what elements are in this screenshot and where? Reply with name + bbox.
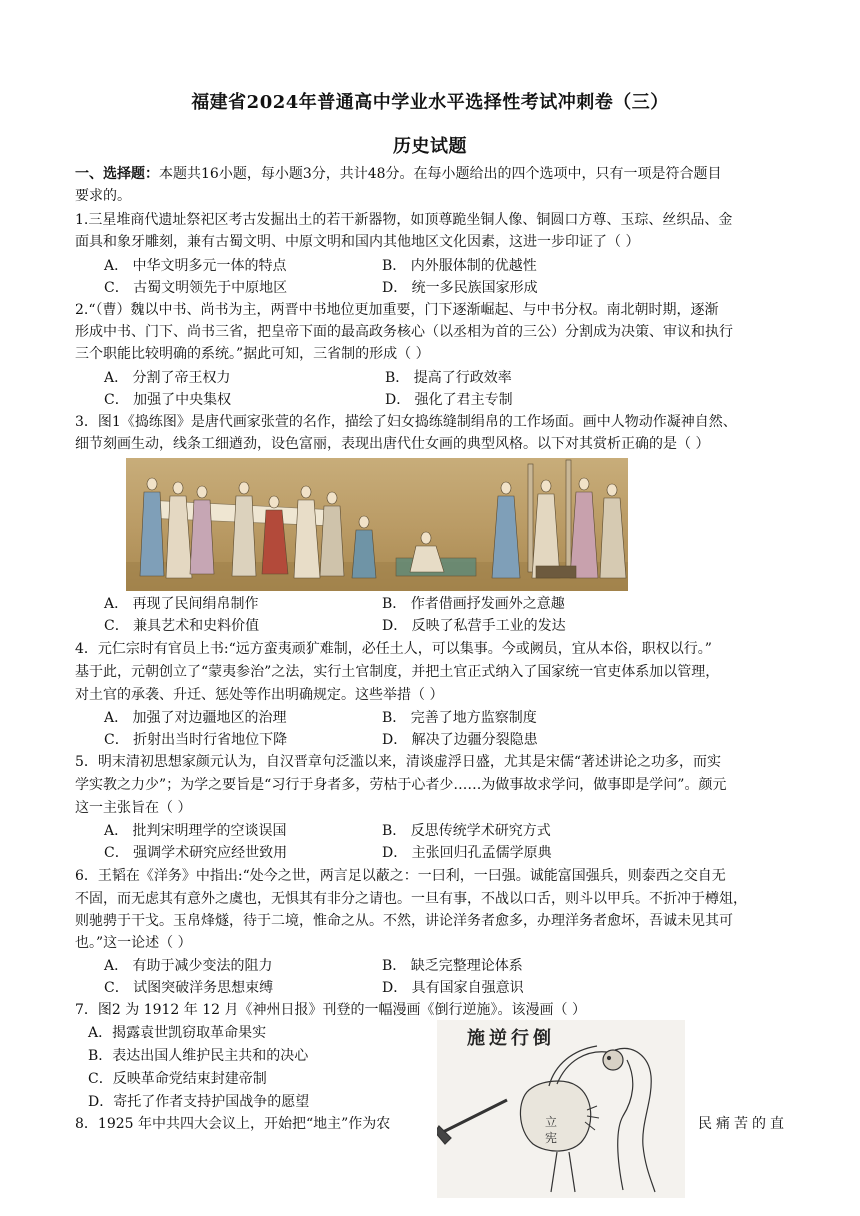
q3-option-d: D． 反映了私营手工业的发达 xyxy=(382,618,566,634)
q7-stem-line1: 7．图2 为 1912 年 12 月《神州日报》刊登的一幅漫画《倒行逆施》。该漫画（ ） xyxy=(75,1002,586,1018)
exam-title: 福建省2024年普通高中学业水平选择性考试冲刺卷（三） xyxy=(191,92,669,113)
q4-option-c: C． 折射出当时行省地位下降 xyxy=(104,732,288,748)
q7-option-c: C．反映革命党结束封建帝制 xyxy=(88,1071,267,1087)
q2-option-c: C． 加强了中央集权 xyxy=(104,392,232,408)
q3-stem-line2: 细节刻画生动，线条工细遒劲，设色富丽，表现出唐代仕女画的典型风格。以下对其赏析正确的是（ ） xyxy=(75,436,710,452)
cartoon-caption: 施逆行倒 xyxy=(467,1028,555,1049)
q7-option-b: B．表达出国人维护民主共和的决心 xyxy=(88,1048,309,1064)
q3-stem-line1: 3．图1《捣练图》是唐代画家张萱的名作，描绘了妇女捣练缝制绢帛的工作场面。画中人物动作凝神自然、 xyxy=(75,414,737,430)
q5-stem-line3: 这一主张旨在（ ） xyxy=(75,800,192,816)
q5-option-a: A． 批判宋明理学的空谈误国 xyxy=(104,823,287,839)
q8-stem-right: 民痛苦的直 xyxy=(698,1116,788,1132)
q4-option-d: D． 解决了边疆分裂隐患 xyxy=(382,732,538,748)
q6-option-d: D． 具有国家自强意识 xyxy=(382,980,524,996)
q3-option-b: B． 作者借画抒发画外之意趣 xyxy=(382,596,565,612)
q1-stem-line1: 1.三星堆商代遗址祭祀区考古发掘出土的若干新器物，如顶尊跪坐铜人像、铜圆口方尊、玉琮、丝织品、金 xyxy=(75,212,733,228)
q1-option-b: B． 内外服体制的优越性 xyxy=(382,258,537,274)
q3-option-c: C． 兼具艺术和史料价值 xyxy=(104,618,260,634)
q6-option-c: C． 试图突破洋务思想束缚 xyxy=(104,980,274,996)
q1-stem-line2: 面具和象牙雕刻，兼有古蜀文明、中原文明和国内其他地区文化因素，这进一步印证了（ ） xyxy=(75,234,640,250)
q4-stem-line2: 基于此，元朝创立了“蒙夷参治”之法，实行土官制度，并把土官正式纳入了国家统一官吏体系加以管理， xyxy=(75,664,720,680)
q6-stem-line4: 也。”这一论述（ ） xyxy=(75,935,192,951)
q5-stem-line1: 5．明末清初思想家颜元认为，自汉晋章句泛滥以来，清谈虚浮日盛，尤其是宋儒“著述讲论之功多，而实 xyxy=(75,754,722,770)
section-intro-line1: 一、选择题：本题共16小题，每小题3分，共计48分。在每小题给出的四个选项中，只有一项是符合题目 xyxy=(75,166,722,182)
q5-option-d: D． 主张回归孔孟儒学原典 xyxy=(382,845,552,861)
q4-stem-line3: 对土官的承袭、升迁、惩处等作出明确规定。这些举措（ ） xyxy=(75,687,444,703)
q2-option-d: D． 强化了君主专制 xyxy=(385,392,513,408)
q2-stem-line3: 三个职能比较明确的系统。”据此可知，三省制的形成（ ） xyxy=(75,346,430,362)
q7-option-a: A．揭露袁世凯窃取革命果实 xyxy=(88,1025,267,1041)
q1-option-c: C． 古蜀文明领先于中原地区 xyxy=(104,280,288,296)
painting-illustration xyxy=(126,458,628,591)
exam-subtitle: 历史试题 xyxy=(393,136,467,157)
figure2-cartoon xyxy=(437,1020,685,1198)
cartoon-label-li: 立 xyxy=(545,1115,558,1129)
q6-option-a: A． 有助于减少变法的阻力 xyxy=(104,958,273,974)
q1-option-d: D． 统一多民族国家形成 xyxy=(382,280,538,296)
section-heading: 一、选择题： xyxy=(75,166,159,182)
q6-stem-line3: 则驰骋于干戈。玉帛烽燧，待于二境，惟命之从。不然，讲论洋务者愈多，办理洋务者愈坏，吾诚未见其可 xyxy=(75,913,733,929)
section-intro-line2: 要求的。 xyxy=(75,188,131,204)
q1-option-a: A． 中华文明多元一体的特点 xyxy=(104,258,287,274)
q2-option-b: B． 提高了行政效率 xyxy=(385,370,512,386)
q5-option-c: C． 强调学术研究应经世致用 xyxy=(104,845,288,861)
q4-option-a: A． 加强了对边疆地区的治理 xyxy=(104,710,287,726)
q5-stem-line2: 学实教之力少”；为学之要旨是“习行于身者多，劳枯于心者少……为做事故求学问，做事即是学问”。颜元 xyxy=(75,777,727,793)
q3-option-a: A． 再现了民间绢帛制作 xyxy=(104,596,259,612)
q6-stem-line1: 6．王韬在《洋务》中指出:“处今之世，两言足以蔽之：一曰利，一曰强。诚能富国强兵，则泰西之交自无 xyxy=(75,868,726,884)
q2-stem-line1: 2.“（曹）魏以中书、尚书为主，两晋中书地位更加重要，门下逐渐崛起、与中书分权。南北朝时期，逐渐 xyxy=(75,302,719,318)
q2-stem-line2: 形成中书、门下、尚书三省，把皇帝下面的最高政务核心（以丞相为首的三公）分割成为决策、审议和执行 xyxy=(75,324,733,340)
q4-stem-line1: 4．元仁宗时有官员上书:“远方蛮夷顽犷难制，必任土人，可以集事。今或阙员，宜从本俗，职权以行。” xyxy=(75,641,712,657)
q6-option-b: B． 缺乏完整理论体系 xyxy=(382,958,523,974)
q8-stem-left: 8．1925 年中共四大会议上，开始把“地主”作为农 xyxy=(75,1116,391,1132)
q7-option-d: D．寄托了作者支持护国战争的愿望 xyxy=(88,1094,310,1110)
q2-option-a: A． 分割了帝王权力 xyxy=(104,370,231,386)
figure1-painting xyxy=(126,458,628,591)
q6-stem-line2: 不固，而无虑其有意外之虞也，无惧其有非分之请也。一旦有事，不战以口舌，则斗以甲兵。不折冲于樽俎， xyxy=(75,891,747,907)
q4-option-b: B． 完善了地方监察制度 xyxy=(382,710,537,726)
cartoon-label-xian: 宪 xyxy=(545,1131,558,1145)
q5-option-b: B． 反思传统学术研究方式 xyxy=(382,823,551,839)
